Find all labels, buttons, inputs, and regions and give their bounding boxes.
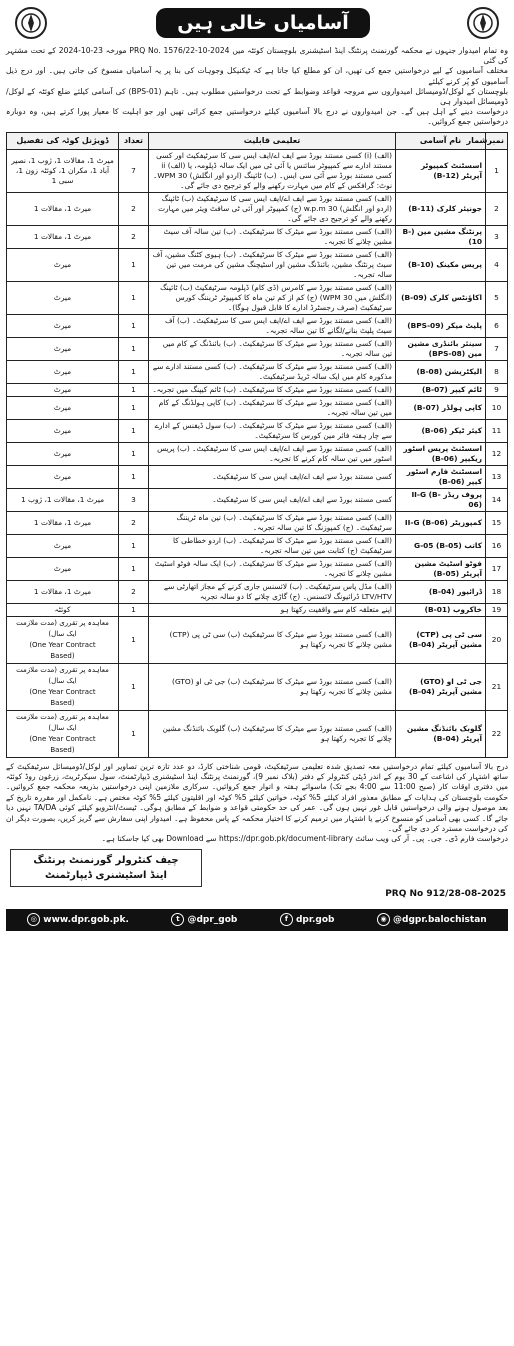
contract-english: Based) bbox=[50, 651, 75, 660]
row-domicile: میرٹ 1، مقالات 1 bbox=[7, 225, 119, 248]
contract-urdu: معاہدہ پر تقرری (مدت ملازمت ایک سال) bbox=[16, 665, 109, 685]
table-row bbox=[7, 580, 508, 603]
intro-line: وہ تمام امیدوار جنہوں نے محکمہ گورنمنٹ پرنٹنگ اینڈ اسٹیشنری بلوچستان کوئٹہ میں PRQ No. 1576/22-10-2024 مورخہ 23-10-2024 کے تحت مشتہر کی گئی bbox=[6, 46, 508, 66]
balochistan-emblem-icon bbox=[14, 6, 48, 40]
row-post: جی ٹی او (GTO) مشین آپریٹر (B-04) bbox=[396, 663, 486, 710]
row-serial: 16 bbox=[486, 534, 508, 557]
table-header-row bbox=[7, 132, 508, 149]
row-count: 2 bbox=[119, 225, 149, 248]
row-domicile: میرٹ 1، مقالات 1، ژوب 1، نصیر آباد 1، مکران 1، کوئٹہ زون 1، سبی 1 bbox=[7, 149, 119, 192]
row-post: خاکروب (B-01) bbox=[396, 603, 486, 616]
row-qualification: (الف) کسی مستند بورڈ سے میٹرک کا سرٹیفکیٹ (ب) سی ٹی پی (CTP) مشین چلانے کا تجربہ رکھتا ہو bbox=[149, 616, 396, 663]
facebook-text: dpr.gob bbox=[295, 915, 335, 926]
row-qualification: (الف) (i) کسی مستند بورڈ سے ایف اے/ایف ایس سی کا سرٹیفکیٹ اور کسی مستند ادارے سے کمپیوٹر سائنس یا آئی ٹی میں ایک سالہ ڈپلومہ، یا (الف) ii کسی مستند بورڈ سے آئی سی ایس۔ (ب) ٹائپنگ (اردو اور انگلش) 30 WPM۔ نوٹ: گرافکس کے کام میں مہارت رکھنے والے کو ترجیح دی جائے گی۔ bbox=[149, 149, 396, 192]
row-serial: 7 bbox=[486, 337, 508, 360]
row-post: پروف ریڈر II-G (B-06) bbox=[396, 488, 486, 511]
contract-english: (One Year Contract bbox=[29, 734, 96, 743]
row-post: ٹائم کیپر (B-07) bbox=[396, 383, 486, 396]
row-serial: 2 bbox=[486, 192, 508, 225]
table-row bbox=[7, 603, 508, 616]
contract-english: (One Year Contract bbox=[29, 640, 96, 649]
row-domicile: میرٹ bbox=[7, 314, 119, 337]
facebook-icon: f bbox=[280, 913, 293, 926]
globe-icon: ◎ bbox=[27, 913, 40, 926]
row-qualification: اپنے متعلقہ کام سے واقفیت رکھتا ہو bbox=[149, 603, 396, 616]
row-domicile: میرٹ bbox=[7, 534, 119, 557]
header-qualification: تعلیمی قابلیت bbox=[149, 132, 396, 149]
row-count: 2 bbox=[119, 192, 149, 225]
table-row bbox=[7, 488, 508, 511]
row-post: اکاؤنٹس کلرک (B-09) bbox=[396, 281, 486, 314]
row-count: 1 bbox=[119, 419, 149, 442]
row-serial: 19 bbox=[486, 603, 508, 616]
table-row bbox=[7, 511, 508, 534]
row-qualification: (الف) کسی مستند بورڈ سے میٹرک کا سرٹیفکیٹ۔ (ب) تین سالہ آف سیٹ مشین چلانے کا تجربہ۔ bbox=[149, 225, 396, 248]
row-domicile: میرٹ bbox=[7, 337, 119, 360]
row-serial: 3 bbox=[486, 225, 508, 248]
row-qualification: (الف) کسی مستند بورڈ سے میٹرک کا سرٹیفکیٹ (ب) گلوبک بائنڈنگ مشین چلانے کا تجربہ رکھتا ہو bbox=[149, 710, 396, 757]
instagram-text: @dgpr.balochistan bbox=[393, 915, 487, 926]
row-post: پرنٹنگ مشین مین (B-10) bbox=[396, 225, 486, 248]
row-serial: 4 bbox=[486, 248, 508, 281]
row-serial: 5 bbox=[486, 281, 508, 314]
row-domicile: میرٹ bbox=[7, 248, 119, 281]
row-count: 1 bbox=[119, 442, 149, 465]
table-row bbox=[7, 465, 508, 488]
table-row bbox=[7, 281, 508, 314]
row-serial: 13 bbox=[486, 465, 508, 488]
table-row bbox=[7, 360, 508, 383]
prq-number: PRQ No 912/28-08-2025 bbox=[385, 888, 506, 899]
row-domicile: میرٹ bbox=[7, 383, 119, 396]
table-row bbox=[7, 248, 508, 281]
row-qualification: کسی مستند بورڈ سے ایف اے/ایف ایس سی کا سرٹیفکیٹ۔ bbox=[149, 465, 396, 488]
table-body bbox=[7, 149, 508, 757]
row-serial: 12 bbox=[486, 442, 508, 465]
row-count: 1 bbox=[119, 663, 149, 710]
row-count: 2 bbox=[119, 580, 149, 603]
header-count: تعداد bbox=[119, 132, 149, 149]
instagram-icon: ◉ bbox=[377, 913, 390, 926]
issuer-line: چیف کنٹرولر گورنمنٹ پرنٹنگ bbox=[33, 854, 179, 866]
row-domicile: میرٹ bbox=[7, 360, 119, 383]
row-domicile bbox=[7, 663, 119, 710]
row-count: 1 bbox=[119, 360, 149, 383]
row-qualification: (الف) کسی مستند بورڈ سے میٹرک کا سرٹیفکیٹ۔ (ب) ایک سالہ فوٹو اسٹیٹ مشین چلانے کا تجربہ۔ bbox=[149, 557, 396, 580]
row-qualification: (الف) کسی مستند بورڈ سے میٹرک کا سرٹیفکیٹ۔ (ب) کسی مستند ادارے سے مذکورہ کام میں ایک سالہ ٹریڈ سرٹیفکیٹ۔ bbox=[149, 360, 396, 383]
row-serial: 14 bbox=[486, 488, 508, 511]
row-domicile: میرٹ 1، مقالات 1 bbox=[7, 192, 119, 225]
instructions bbox=[6, 762, 508, 845]
row-domicile: میرٹ 1، مقالات 1 bbox=[7, 580, 119, 603]
row-serial: 22 bbox=[486, 710, 508, 757]
row-domicile: میرٹ bbox=[7, 442, 119, 465]
row-serial: 6 bbox=[486, 314, 508, 337]
row-qualification: (الف) کسی مستند بورڈ سے میٹرک کا سرٹیفکیٹ۔ (ب) بائنڈنگ کے کام میں تین سالہ تجربہ۔ bbox=[149, 337, 396, 360]
row-domicile: میرٹ 1، مقالات 1، ژوب 1 bbox=[7, 488, 119, 511]
row-count: 7 bbox=[119, 149, 149, 192]
table-row bbox=[7, 710, 508, 757]
row-qualification: (الف) کسی مستند بورڈ سے میٹرک کا سرٹیفکیٹ۔ (ب) سول ڈیفنس کے ادارے سے چار ہفتہ فائر مین کورس کا سرٹیفکیٹ۔ bbox=[149, 419, 396, 442]
vacancies-table bbox=[6, 132, 508, 758]
row-count: 1 bbox=[119, 465, 149, 488]
row-serial: 1 bbox=[486, 149, 508, 192]
row-post: جونیئر کلرک (B-11) bbox=[396, 192, 486, 225]
row-qualification: (الف) مڈل پاس سرٹیفکیٹ۔ (ب) لائسنس جاری کرنے کے مجاز اتھارٹی سے LTV/HTV ڈرائیونگ لائسنس۔ (ج) گاڑی چلانے کا دو سالہ تجربہ bbox=[149, 580, 396, 603]
table-row bbox=[7, 225, 508, 248]
contract-urdu: معاہدہ پر تقرری (مدت ملازمت ایک سال) bbox=[16, 618, 109, 638]
social-bar bbox=[6, 909, 508, 931]
row-count: 1 bbox=[119, 248, 149, 281]
row-post: کمپوزیٹر II-G (B-06) bbox=[396, 511, 486, 534]
download-line bbox=[6, 834, 508, 844]
row-serial: 17 bbox=[486, 557, 508, 580]
facebook-item[interactable] bbox=[280, 913, 335, 926]
table-row bbox=[7, 149, 508, 192]
issuer-line: اینڈ اسٹیشنری ڈیپارٹمنٹ bbox=[44, 869, 167, 881]
row-qualification: (الف) کسی مستند بورڈ سے میٹرک کا سرٹیفکیٹ۔ (ب) اردو خطاطی کا سرٹیفکیٹ (ج) کتابت میں تین سالہ تجربہ۔ bbox=[149, 534, 396, 557]
intro-text bbox=[6, 46, 508, 128]
row-count: 1 bbox=[119, 616, 149, 663]
header-domicile: ڈویژنل کوٹہ کی تفصیل bbox=[7, 132, 119, 149]
instructions-text: درج بالا آسامیوں کیلئے تمام درخواستیں معہ تصدیق شدہ تعلیمی سرٹیفکیٹ، قومی شناختی کارڈ، دو عدد تازہ ترین تصاویر اور لوکل/ڈومیسائل سرٹیفکیٹ کے ساتھ اشتہار کی اشاعت کے 30 یوم کے اندر ڈپٹی کنٹرولر کے دفتر (بلاک نمبر 9)، گورنمنٹ پرنٹنگ اینڈ اسٹیشنری ڈیپارٹمنٹ، سول سیکرٹریٹ، زرغون روڈ کوئٹہ میں دفتری اوقات کار (صبح 11:00 سے 4:00 بجے تک) ماسوائے ہفتہ و اتوار جمع کروائیں۔ سرکاری ملازمین اپنی درخواستیں بذریعہ محکمہ جمع کروائیں۔ حکومت بلوچستان کی ہدایات کے مطابق معذور افراد کیلئے 5% کوٹہ، خواتین کیلئے 5% کوٹہ اور اقلیتوں کیلئے 5% کوٹہ مختص ہے۔ نامکمل اور مقررہ تاریخ کے بعد موصول ہونے والی درخواستیں قابل غور نہیں ہوں گی۔ عمر کی حد حکومتی قواعد و ضوابط کے مطابق ہوگی۔ ٹیسٹ/انٹرویو کیلئے کوئی TA/DA نہیں دیا جائے گا۔ کسی بھی آسامی کو منسوخ کرنے یا اشتہار میں ترمیم کرنے کا اختیار محکمہ کے پاس محفوظ ہے۔ امیدوار اپنی سفارش سے گریز کریں، بصورت دیگر ان کی درخواست مسترد کر دی جائے گی۔ bbox=[6, 761, 509, 834]
row-count: 1 bbox=[119, 314, 149, 337]
download-suffix: سے Download بھی کیا جاسکتا ہے۔ bbox=[101, 834, 217, 844]
row-serial: 9 bbox=[486, 383, 508, 396]
intro-line: درخواست دینے کے اہل ہیں گے۔ جن امیدواروں نے درج بالا آسامیوں کیلئے درخواستیں جمع کرائی تھیں اور جو اہلیت کا معیار پورا کرتے ہیں، وہ دوبارہ درخواستیں جمع کروائیں۔ bbox=[6, 107, 508, 127]
table-row bbox=[7, 383, 508, 396]
row-domicile: میرٹ bbox=[7, 396, 119, 419]
row-qualification: (الف) کسی مستند بورڈ سے کامرس (ڈی کام) ڈپلومہ سرٹیفکیٹ (ب) ٹائپنگ (انگلش میں 30 WPM) (ج) کم از کم تین ماہ کا کمپیوٹر ٹریننگ کورس سرٹیفکیٹ (صرف رجسٹرڈ ادارے کا قابل قبول ہوگا)۔ bbox=[149, 281, 396, 314]
table-row bbox=[7, 192, 508, 225]
table-row bbox=[7, 557, 508, 580]
row-count: 2 bbox=[119, 511, 149, 534]
row-count: 1 bbox=[119, 396, 149, 419]
row-qualification: (الف) کسی مستند بورڈ سے میٹرک کا سرٹیفکیٹ۔ (ب) ٹائم کیپنگ میں تجربہ۔ bbox=[149, 383, 396, 396]
row-serial: 11 bbox=[486, 419, 508, 442]
intro-line: مختلف آسامیوں کے لیے درخواستیں جمع کی تھیں، ان کو مطلع کیا جاتا ہے کہ ٹیکنیکل وجوہات کی بنا پر یہ آسامیاں منسوخ کی جاتی ہیں۔ اور درج ذیل آسامیوں کو پُر کرنے کیلئے bbox=[6, 66, 508, 86]
row-qualification: کسی مستند بورڈ سے ایف اے/ایف ایس سی کا سرٹیفکیٹ۔ bbox=[149, 488, 396, 511]
row-domicile: میرٹ bbox=[7, 419, 119, 442]
website-item[interactable] bbox=[27, 913, 129, 926]
row-post: ڈرائیور (B-04) bbox=[396, 580, 486, 603]
row-post: فوٹو اسٹیٹ مشین آپریٹر (B-05) bbox=[396, 557, 486, 580]
table-row bbox=[7, 442, 508, 465]
table-row bbox=[7, 314, 508, 337]
download-text: درخواست فارم ڈی۔ جی۔ پی۔ آر کی ویب سائٹ bbox=[355, 834, 508, 844]
row-qualification: (الف) کسی مستند بورڈ سے ایف اے/ایف ایس سی کا سرٹیفکیٹ (ب) ٹائپنگ (اردو اور انگلش) w.p.m 30 (ج) کمپیوٹر اور آئی ٹی سافٹ ویئر میں مہارت رکھنے والے کو ترجیح دی جائے گی۔ bbox=[149, 192, 396, 225]
row-domicile bbox=[7, 616, 119, 663]
row-count: 1 bbox=[119, 534, 149, 557]
header bbox=[6, 4, 508, 44]
row-post: سینئر بائنڈری مشین مین (BPS-08) bbox=[396, 337, 486, 360]
contract-english: Based) bbox=[50, 698, 75, 707]
row-qualification: (الف) کسی مستند بورڈ سے ایف اے/ایف ایس سی کا سرٹیفکیٹ۔ (ب) آف سیٹ پلیٹ بنانے/لگانے کا تین سالہ تجربہ۔ bbox=[149, 314, 396, 337]
row-serial: 20 bbox=[486, 616, 508, 663]
balochistan-emblem-icon bbox=[466, 6, 500, 40]
row-post: اسسٹنٹ فارم اسٹور کیپر (B-06) bbox=[396, 465, 486, 488]
row-domicile: میرٹ bbox=[7, 557, 119, 580]
row-serial: 21 bbox=[486, 663, 508, 710]
header-post: نام آسامی bbox=[396, 132, 486, 149]
row-count: 1 bbox=[119, 603, 149, 616]
row-count: 1 bbox=[119, 557, 149, 580]
row-domicile: میرٹ bbox=[7, 281, 119, 314]
row-count: 1 bbox=[119, 281, 149, 314]
twitter-item[interactable] bbox=[171, 913, 237, 926]
issuing-authority bbox=[10, 849, 202, 887]
table-row bbox=[7, 337, 508, 360]
row-domicile: میرٹ 1، مقالات 1 bbox=[7, 511, 119, 534]
page-title: آسامیاں خالی ہیں bbox=[156, 8, 370, 38]
row-count: 1 bbox=[119, 337, 149, 360]
footer bbox=[6, 849, 508, 907]
contract-urdu: معاہدہ پر تقرری (مدت ملازمت ایک سال) bbox=[16, 712, 109, 732]
table-row bbox=[7, 534, 508, 557]
table-row bbox=[7, 419, 508, 442]
row-serial: 8 bbox=[486, 360, 508, 383]
row-post: پلیٹ میکر (BPS-09) bbox=[396, 314, 486, 337]
row-domicile bbox=[7, 710, 119, 757]
row-count: 3 bbox=[119, 488, 149, 511]
row-count: 1 bbox=[119, 710, 149, 757]
download-link[interactable]: https://dpr.gob.pk/document-library bbox=[218, 834, 353, 844]
table-row bbox=[7, 663, 508, 710]
row-post: پریس مکینک (B-10) bbox=[396, 248, 486, 281]
twitter-text: @dpr_gob bbox=[187, 915, 238, 926]
row-post: الیکٹریشن (B-08) bbox=[396, 360, 486, 383]
row-serial: 10 bbox=[486, 396, 508, 419]
row-count: 1 bbox=[119, 383, 149, 396]
table-row bbox=[7, 616, 508, 663]
row-qualification: (الف) کسی مستند بورڈ سے میٹرک کا سرٹیفکیٹ (ب) جی ٹی او (GTO) مشین چلانے کا تجربہ رکھتا ہو bbox=[149, 663, 396, 710]
row-post: گلوبک بائنڈنگ مشین آپریٹر (B-04) bbox=[396, 710, 486, 757]
twitter-icon: t bbox=[171, 913, 184, 926]
instagram-item[interactable] bbox=[377, 913, 487, 926]
row-qualification: (الف) کسی مستند بورڈ سے میٹرک کا سرٹیفکیٹ۔ (ب) تین ماہ ٹریننگ سرٹیفکیٹ۔ (ج) کمپوزنگ کا تین سالہ تجربہ۔ bbox=[149, 511, 396, 534]
row-post: کاتب G-05 (B-05) bbox=[396, 534, 486, 557]
row-qualification: (الف) کسی مستند بورڈ سے میٹرک کا سرٹیفکیٹ۔ (ب) ہیوی کٹنگ مشین، آف سیٹ پرنٹنگ مشین، بائنڈنگ مشین اور اسٹیچنگ مشین کی مرمت میں تین سالہ تجربہ۔ bbox=[149, 248, 396, 281]
row-serial: 15 bbox=[486, 511, 508, 534]
row-post: اسسٹنٹ کمپیوٹر آپریٹر (B-12) bbox=[396, 149, 486, 192]
row-post: اسسٹنٹ پریس اسٹور ریکیپر (B-06) bbox=[396, 442, 486, 465]
contract-english: (One Year Contract bbox=[29, 687, 96, 696]
row-post: سی ٹی پی (CTP) مشین آپریٹر (B-04) bbox=[396, 616, 486, 663]
contract-english: Based) bbox=[50, 745, 75, 754]
table-row bbox=[7, 396, 508, 419]
website-text: www.dpr.gob.pk. bbox=[43, 915, 129, 926]
intro-line: بلوچستان کے لوکل/ڈومیسائل امیدواروں سے مروجہ قواعد وضوابط کے تحت درخواستیں مطلوب ہیں۔ تاہم (BPS-01) کی آسامی کیلئے ضلع کوئٹہ کے لوکل/ڈومیسائل امیدوار ہی bbox=[6, 86, 508, 107]
row-serial: 18 bbox=[486, 580, 508, 603]
row-post: کاپی ہولڈر (B-07) bbox=[396, 396, 486, 419]
row-domicile: کوئٹہ bbox=[7, 603, 119, 616]
row-qualification: (الف) کسی مستند بورڈ سے ایف اے/ایف ایس سی کا سرٹیفکیٹ۔ (ب) پریس اسٹور میں تین سالہ کام کرنے کا تجربہ۔ bbox=[149, 442, 396, 465]
header-serial: نمبرشمار bbox=[486, 132, 508, 149]
row-domicile: میرٹ bbox=[7, 465, 119, 488]
row-post: کیئر ٹیکر (B-06) bbox=[396, 419, 486, 442]
row-qualification: (الف) کسی مستند بورڈ سے میٹرک کا سرٹیفکیٹ۔ (ب) کاپی ہولڈنگ کے کام میں تین سالہ تجربہ۔ bbox=[149, 396, 396, 419]
